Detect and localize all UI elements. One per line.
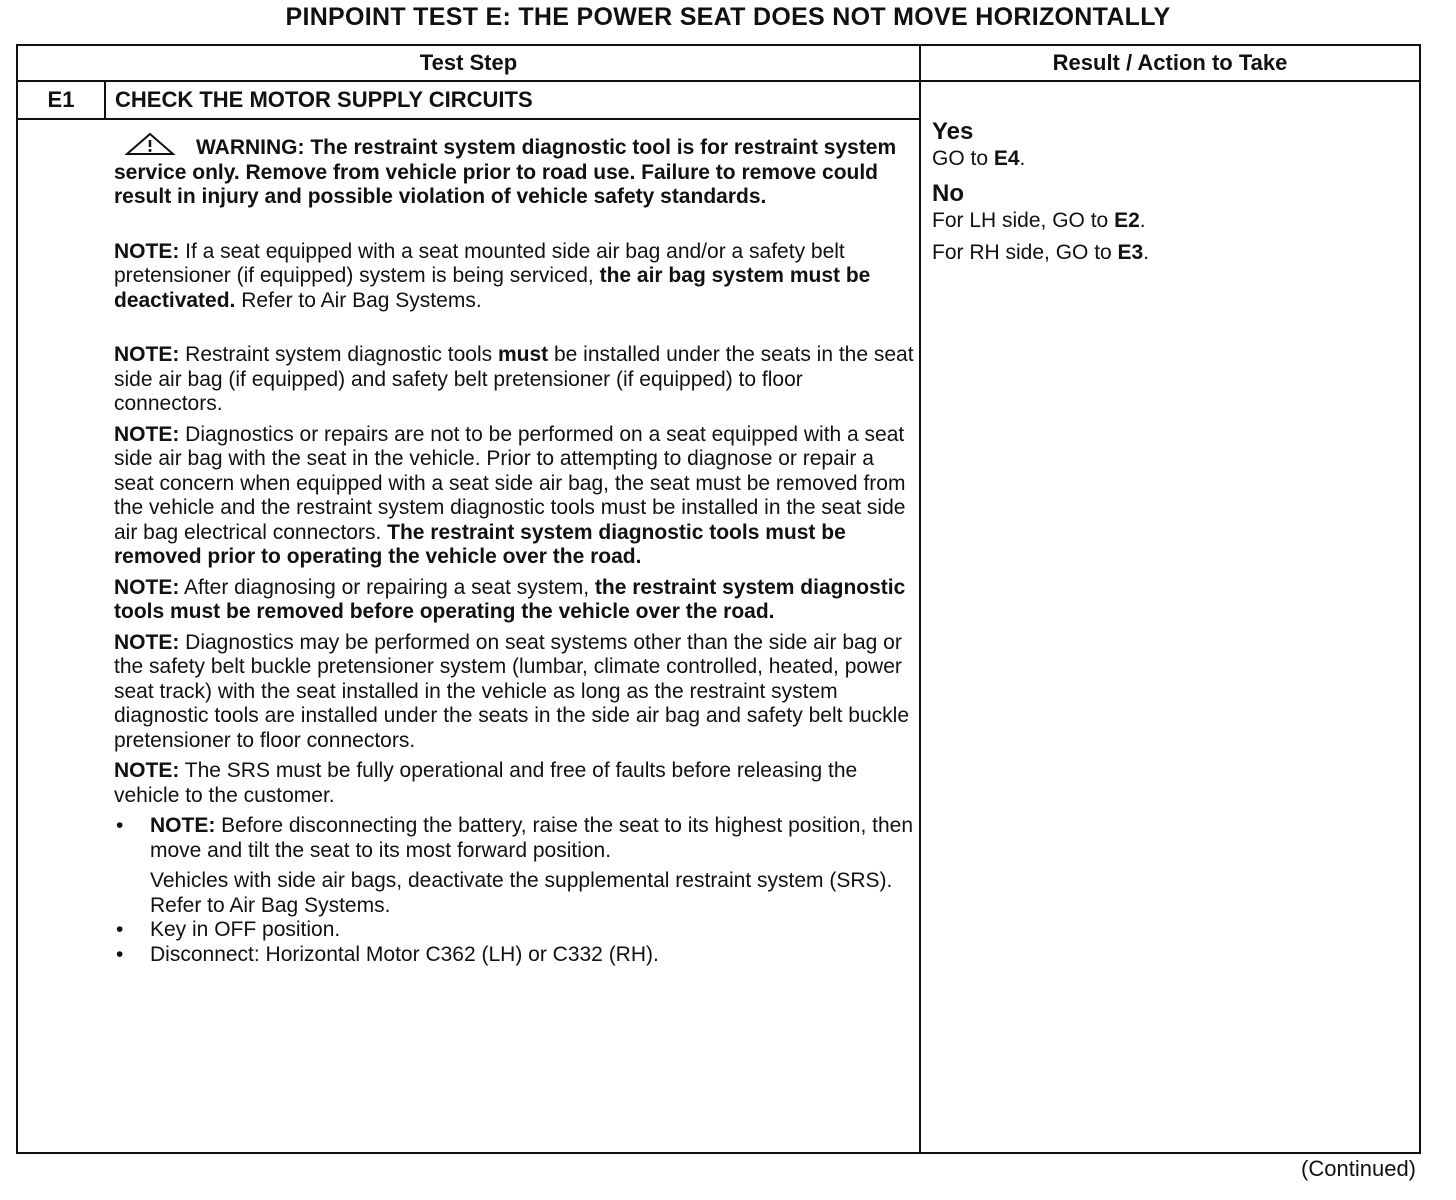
- action-text: For RH side, GO to: [932, 241, 1118, 264]
- note-5: [114, 631, 914, 754]
- warning-triangle-icon: [124, 132, 176, 156]
- result-no-label: No: [932, 180, 964, 207]
- note-emphasis: must: [497, 343, 549, 366]
- result-yes-action: GO to E4.: [932, 147, 1026, 170]
- note-3: [114, 423, 914, 570]
- result-yes-label: Yes: [932, 118, 974, 145]
- bullet-item-2: [114, 918, 914, 943]
- goto-link-e4[interactable]: E4: [993, 147, 1020, 170]
- bullet-icon: •: [116, 814, 124, 837]
- goto-link-e3[interactable]: E3: [1117, 241, 1144, 264]
- bullet-icon: •: [116, 918, 124, 941]
- note-label: NOTE:: [114, 630, 180, 654]
- note-label: NOTE:: [114, 239, 180, 263]
- bullet-item-3: [114, 943, 914, 968]
- note-text: After diagnosing or repairing a seat system,: [179, 575, 595, 599]
- bullet-text: Disconnect: Horizontal Motor C362 (LH) or C332 (RH).: [150, 942, 659, 966]
- note-text: Diagnostics may be performed on seat systems other than the side air bag or the safety belt buckle pretensioner system (lumbar, climate controlled, heated, power seat track) with the seat installed in the vehicle as long as the restraint system diagnostic tools are installed under the seats in the side air bag and safety belt buckle pretensioner to floor connectors.: [114, 630, 909, 752]
- page-title: PINPOINT TEST E: THE POWER SEAT DOES NOT MOVE HORIZONTALLY: [285, 3, 1171, 31]
- action-text: For LH side, GO to: [932, 209, 1115, 232]
- action-text: GO to: [932, 147, 994, 170]
- bullet-text: Key in OFF position.: [150, 918, 341, 941]
- bullet-label: NOTE:: [150, 814, 216, 837]
- step-title: CHECK THE MOTOR SUPPLY CIRCUITS: [115, 87, 533, 112]
- note-emphasis: The restraint system diagnostic tools must be removed prior to operating the vehicle over the road.: [114, 520, 846, 568]
- note-6: [114, 759, 914, 808]
- step-id: E1: [47, 87, 75, 112]
- result-column: [932, 118, 1412, 266]
- note-text: be installed under the seats in the seat side air bag (if equipped) and safety belt pretensioner (if equipped) to floor connectors.: [114, 343, 914, 415]
- result-no-lh-action: For LH side, GO to E2.: [932, 209, 1146, 232]
- note-text: If a seat equipped with a seat mounted side air bag and/or a safety belt pretensioner (if equipped) system is being serviced,: [114, 239, 845, 287]
- header-test-step: Test Step: [419, 50, 518, 75]
- note-emphasis: the restraint system diagnostic tools must be removed before operating the vehicle over the road.: [114, 575, 906, 623]
- pinpoint-test-table: [16, 44, 1421, 1154]
- step-body: [114, 132, 914, 967]
- bullet-icon: •: [116, 942, 124, 966]
- note-emphasis: the air bag system must be deactivated.: [114, 264, 871, 312]
- step-id-divider: [104, 82, 106, 118]
- note-4: [114, 576, 914, 625]
- step-row-divider: [18, 118, 919, 120]
- note-label: NOTE:: [114, 422, 180, 446]
- note-label: NOTE:: [114, 759, 180, 782]
- note-text: Restraint system diagnostic tools: [179, 343, 498, 366]
- result-no-rh-action: For RH side, GO to E3.: [932, 241, 1150, 264]
- note-1: [114, 240, 914, 314]
- bullet-text: Before disconnecting the battery, raise the seat to its highest position, then move and tilt the seat to its most forward position.: [150, 814, 914, 862]
- note-text: The SRS must be fully operational and free of faults before releasing the vehicle to the customer.: [114, 759, 858, 807]
- bullet-item-1: [114, 814, 914, 863]
- bullet-sub-text: Vehicles with side air bags, deactivate the supplemental restraint system (SRS). Refer to Air Bag Systems.: [150, 869, 893, 917]
- warning-text: WARNING: The restraint system diagnostic tool is for restraint system service only. Remove from vehicle prior to road use. Failure to remove could result in injury and possible violation of vehicle safety standards.: [114, 136, 897, 208]
- continued-label: (Continued): [1301, 1156, 1416, 1181]
- note-text: Refer to Air Bag Systems.: [235, 288, 482, 312]
- note-2: [114, 343, 914, 417]
- note-label: NOTE:: [114, 575, 180, 599]
- note-label: NOTE:: [114, 343, 180, 366]
- note-text: Diagnostics or repairs are not to be performed on a seat equipped with a seat side air bag with the seat in the vehicle. Prior to attempting to diagnose or repair a seat concern when equipped with a seat side air bag, the seat must be removed from the vehicle and the restraint system diagnostic tools must be installed in the seat side air bag electrical connectors.: [114, 422, 906, 544]
- warning-block: [114, 132, 914, 210]
- header-result: Result / Action to Take: [1052, 50, 1288, 75]
- column-divider: [919, 46, 921, 1152]
- goto-link-e2[interactable]: E2: [1114, 209, 1140, 232]
